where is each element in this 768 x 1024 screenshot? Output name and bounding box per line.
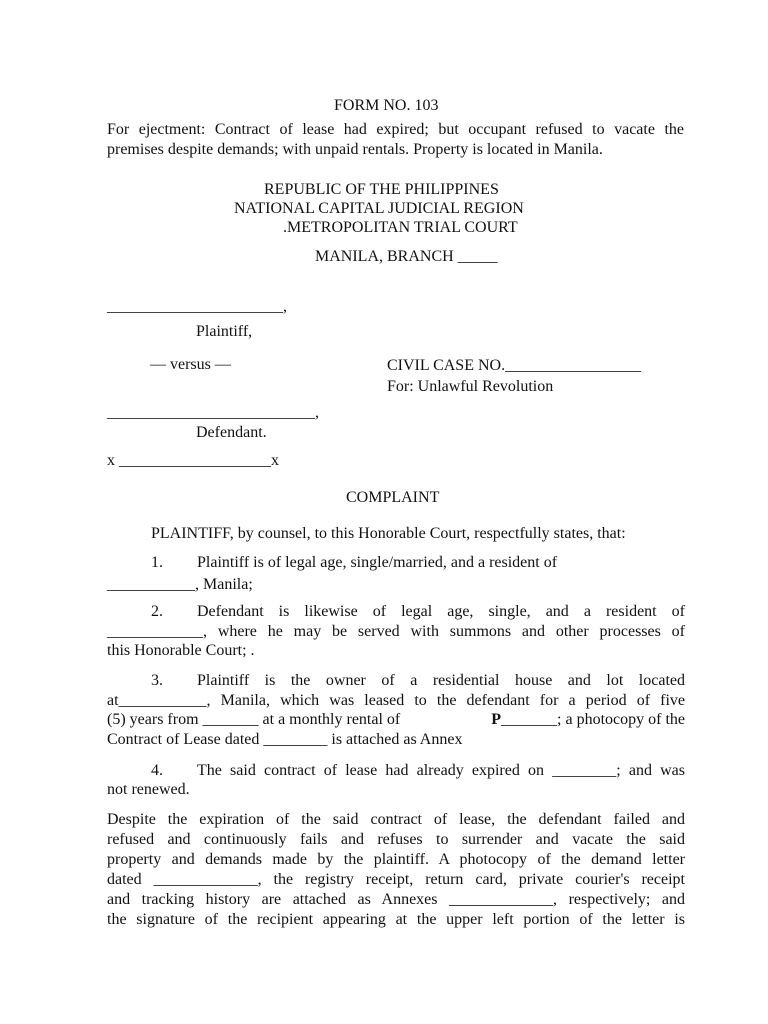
para3-line <box>107 710 685 729</box>
defendant-name-blank: __________________________, <box>107 404 319 421</box>
intro-paragraph: PLAINTIFF, by counsel, to this Honorable Court, respectfully states, that: <box>151 525 626 542</box>
case-nature: For: Unlawful Revolution <box>387 378 554 395</box>
court-region: NATIONAL CAPITAL JUDICIAL REGION <box>234 200 524 217</box>
para5-line: property and demands made by the plaintiff. A photocopy of the demand letter <box>107 851 685 868</box>
peso-sign: P <box>491 711 502 728</box>
para2-line: Defendant is likewise of legal age, single, and a resident of <box>197 603 685 620</box>
para1-line: Plaintiff is of legal age, single/married, and a resident of <box>197 554 558 571</box>
form-title: FORM NO. 103 <box>334 97 439 114</box>
para5-line: dated _____________, the registry receipt, return card, private courier's receipt <box>107 871 685 888</box>
para2-number: 2. <box>151 603 163 620</box>
defendant-label: Defendant. <box>196 424 267 441</box>
para4-number: 4. <box>151 762 163 779</box>
para5-line: the signature of the recipient appearing at the upper left portion of the letter is <box>107 911 685 928</box>
para3-number: 3. <box>151 672 163 689</box>
para1-line: ___________, Manila; <box>107 576 253 593</box>
subtitle-line: premises despite demands; with unpaid rentals. Property is located in Manila. <box>107 141 603 158</box>
para2-line: this Honorable Court; . <box>107 642 255 659</box>
para3-line-part: _______; a photocopy of the <box>501 711 685 728</box>
para3-line-part: (5) years from _______ at a monthly rental of <box>107 711 405 728</box>
para5-line: and tracking history are attached as Annexes _____________, respectively; and <box>107 891 685 908</box>
para3-line: Contract of Lease dated ________ is attached as Annex <box>107 731 463 748</box>
plaintiff-label: Plaintiff, <box>196 323 253 340</box>
para5-line: Despite the expiration of the said contract of lease, the defendant failed and <box>107 811 685 828</box>
versus-label: — versus — <box>150 356 231 373</box>
para3-line: Plaintiff is the owner of a residential house and lot located <box>197 672 685 689</box>
complaint-title: COMPLAINT <box>346 489 440 506</box>
para4-line: not renewed. <box>107 781 190 798</box>
para3-line-part <box>491 710 685 729</box>
para2-line: ____________, where he may be served with summons and other processes of <box>107 623 685 640</box>
court-name: .METROPOLITAN TRIAL COURT <box>283 219 518 236</box>
para5-line: refused and continuously fails and refuses to surrender and vacate the said <box>107 831 685 848</box>
subtitle-line: For ejectment: Contract of lease had expired; but occupant refused to vacate the <box>107 121 684 138</box>
para3-line: at___________, Manila, which was leased to the defendant for a period of five <box>107 692 685 709</box>
court-republic: REPUBLIC OF THE PHILIPPINES <box>264 181 499 198</box>
caption-closing-line: x ___________________x <box>107 452 279 469</box>
para4-line: The said contract of lease had already expired on ________; and was <box>197 762 685 779</box>
para1-number: 1. <box>151 554 163 571</box>
plaintiff-name-blank: ______________________, <box>107 298 287 315</box>
civil-case-number: CIVIL CASE NO._________________ <box>387 357 642 374</box>
court-branch: MANILA, BRANCH _____ <box>315 248 498 265</box>
